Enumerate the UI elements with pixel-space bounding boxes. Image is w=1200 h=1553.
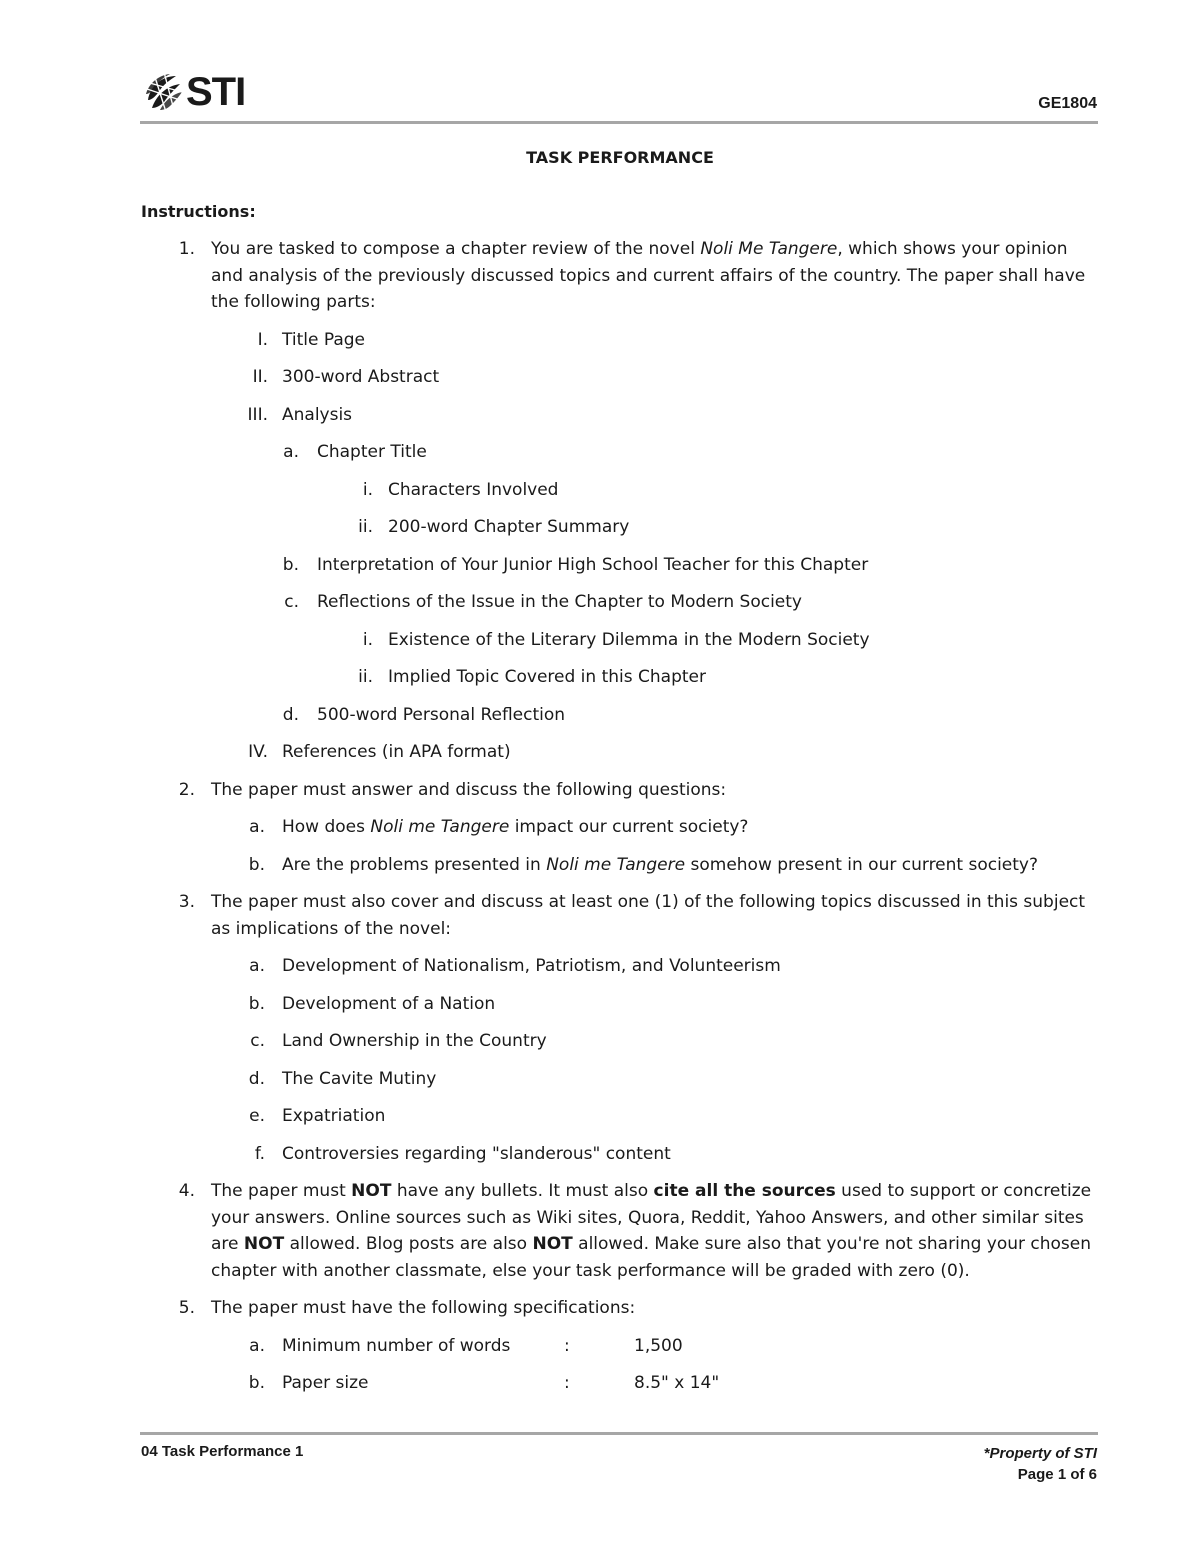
list-text <box>211 1178 1099 1284</box>
novel-title: Noli Me Tangere <box>700 239 838 259</box>
logo-text: STI <box>186 70 246 114</box>
list-text: References (in APA format) <box>282 742 511 762</box>
spec-label: Paper size <box>282 1373 369 1393</box>
list-number: b. <box>248 993 265 1014</box>
list-text: Reflections of the Issue in the Chapter to Modern Society <box>317 592 802 612</box>
emphasis-text: cite all the sources <box>653 1181 836 1201</box>
list-number: a. <box>249 817 265 837</box>
list-number: i. <box>362 479 373 500</box>
instructions-label: Instructions: <box>141 201 256 221</box>
topic-item <box>141 1066 1099 1093</box>
list-text <box>211 236 1099 316</box>
list-number: I. <box>257 329 268 350</box>
topic-item <box>141 1103 1099 1130</box>
question-item <box>141 852 1099 879</box>
page-number: Page 1 of 6 <box>1017 1466 1097 1483</box>
list-item-3 <box>141 889 1099 942</box>
list-text <box>282 814 1099 841</box>
list-text: 300-word Abstract <box>282 367 440 387</box>
list-text: The paper must answer and discuss the following questions: <box>211 779 727 800</box>
spec-text <box>282 1333 1099 1360</box>
text-segment: How does <box>282 817 371 837</box>
list-item-1 <box>141 236 1099 316</box>
text-segment: Are the problems presented in <box>282 854 547 875</box>
text-segment: impact our current society? <box>509 817 749 837</box>
list-text: The paper must have the following specifications: <box>211 1298 636 1318</box>
list-item-subsub <box>141 514 1099 541</box>
list-number: c. <box>250 1031 265 1051</box>
list-item-part <box>141 739 1099 766</box>
list-number: ii. <box>358 517 373 537</box>
spec-item <box>141 1370 1099 1397</box>
list-text: Development of a Nation <box>282 993 496 1014</box>
topic-item <box>141 953 1099 980</box>
list-item-part <box>141 327 1099 354</box>
header-divider <box>140 121 1098 124</box>
text-segment: somehow present in our current society? <box>685 854 1039 875</box>
list-number: d. <box>282 704 299 725</box>
list-text: Land Ownership in the Country <box>282 1031 547 1051</box>
list-text: Interpretation of Your Junior High School Teacher for this Chapter <box>317 554 869 575</box>
list-number: b. <box>282 554 299 575</box>
list-number: f. <box>254 1143 265 1164</box>
list-text: Implied Topic Covered in this Chapter <box>388 667 706 687</box>
list-number: III. <box>247 404 268 425</box>
list-text <box>282 852 1099 879</box>
footer-divider <box>140 1432 1098 1435</box>
list-number: 2. <box>178 779 195 800</box>
spec-value: 1,500 <box>634 1335 683 1356</box>
topic-item <box>141 991 1099 1018</box>
spec-value: 8.5" x 14" <box>634 1373 720 1393</box>
list-text: Chapter Title <box>317 442 427 462</box>
novel-title: Noli me Tangere <box>370 817 510 837</box>
spec-item <box>141 1333 1099 1360</box>
list-number: a. <box>249 1335 265 1356</box>
text-segment: used to support or concretize your answers. Online sources such as Wiki sites, Quora, Reddit, Yahoo Answers, and other similar sites are <box>211 1181 1092 1254</box>
spec-colon: : <box>564 1335 570 1356</box>
text-segment: , which shows your opinion and analysis of the previously discussed topics and current affairs of the country. The paper shall have the following parts: <box>211 239 1086 312</box>
list-number: b. <box>248 854 265 875</box>
list-number: 3. <box>178 892 195 912</box>
list-item-sub <box>141 439 1099 466</box>
novel-title: Noli me Tangere <box>546 854 686 875</box>
list-number: c. <box>284 592 299 612</box>
list-number: 1. <box>178 239 195 259</box>
list-number: i. <box>362 629 373 650</box>
list-text: Analysis <box>282 404 353 425</box>
list-text: Characters Involved <box>388 479 559 500</box>
emphasis-text: NOT <box>243 1234 285 1254</box>
question-item <box>141 814 1099 841</box>
list-number: IV. <box>248 742 268 762</box>
text-segment: The paper must <box>211 1181 352 1201</box>
list-number: 5. <box>178 1298 195 1318</box>
list-number: d. <box>248 1068 265 1089</box>
property-notice: *Property of STI <box>983 1445 1097 1462</box>
emphasis-text: NOT <box>532 1234 573 1254</box>
list-item-subsub <box>141 627 1099 654</box>
list-number: b. <box>248 1373 265 1393</box>
list-text: Development of Nationalism, Patriotism, and Volunteerism <box>282 956 781 976</box>
list-item-part <box>141 364 1099 391</box>
text-segment: You are tasked to compose a chapter review of the novel <box>211 239 701 259</box>
list-text: 500-word Personal Reflection <box>317 704 566 725</box>
list-number: a. <box>283 442 299 462</box>
list-text: Expatriation <box>282 1106 386 1126</box>
list-item-sub <box>141 589 1099 616</box>
list-text: Existence of the Literary Dilemma in the Modern Society <box>388 629 870 650</box>
list-item-2 <box>141 777 1099 804</box>
list-item-sub <box>141 702 1099 729</box>
list-number: II. <box>252 367 268 387</box>
list-number: ii. <box>358 667 373 687</box>
spec-label: Minimum number of words <box>282 1335 511 1356</box>
sti-logo <box>140 70 245 114</box>
list-item-subsub <box>141 664 1099 691</box>
spec-text <box>282 1370 1099 1397</box>
document-code: GE1804 <box>1038 95 1097 112</box>
text-segment: have any bullets. It must also <box>391 1181 654 1201</box>
list-number: 4. <box>178 1181 195 1201</box>
text-segment: allowed. Blog posts are also <box>284 1234 533 1254</box>
list-text: Controversies regarding "slanderous" content <box>282 1143 671 1164</box>
list-text: 200-word Chapter Summary <box>388 517 630 537</box>
text-segment: allowed. Make sure also that you're not sharing your chosen chapter with another classmate, else your task performance will be graded with zero (0). <box>211 1234 1092 1281</box>
list-item-subsub <box>141 477 1099 504</box>
list-item-5 <box>141 1295 1099 1322</box>
list-number: a. <box>249 956 265 976</box>
list-text: Title Page <box>282 329 365 350</box>
list-text: The Cavite Mutiny <box>282 1068 437 1089</box>
footer-doc-name: 04 Task Performance 1 <box>141 1443 304 1460</box>
page-title: TASK PERFORMANCE <box>526 148 714 167</box>
topic-item <box>141 1141 1099 1168</box>
footer-right <box>984 1443 1097 1485</box>
list-item-sub <box>141 552 1099 579</box>
globe-icon <box>140 70 184 114</box>
list-text: The paper must also cover and discuss at least one (1) of the following topics discussed in this subject as implications of the novel: <box>211 892 1086 939</box>
emphasis-text: NOT <box>351 1181 392 1201</box>
document-body <box>141 140 1099 1397</box>
list-item-4 <box>141 1178 1099 1284</box>
list-number: e. <box>249 1106 265 1126</box>
topic-item <box>141 1028 1099 1055</box>
list-item-part <box>141 402 1099 429</box>
spec-colon: : <box>564 1373 570 1393</box>
